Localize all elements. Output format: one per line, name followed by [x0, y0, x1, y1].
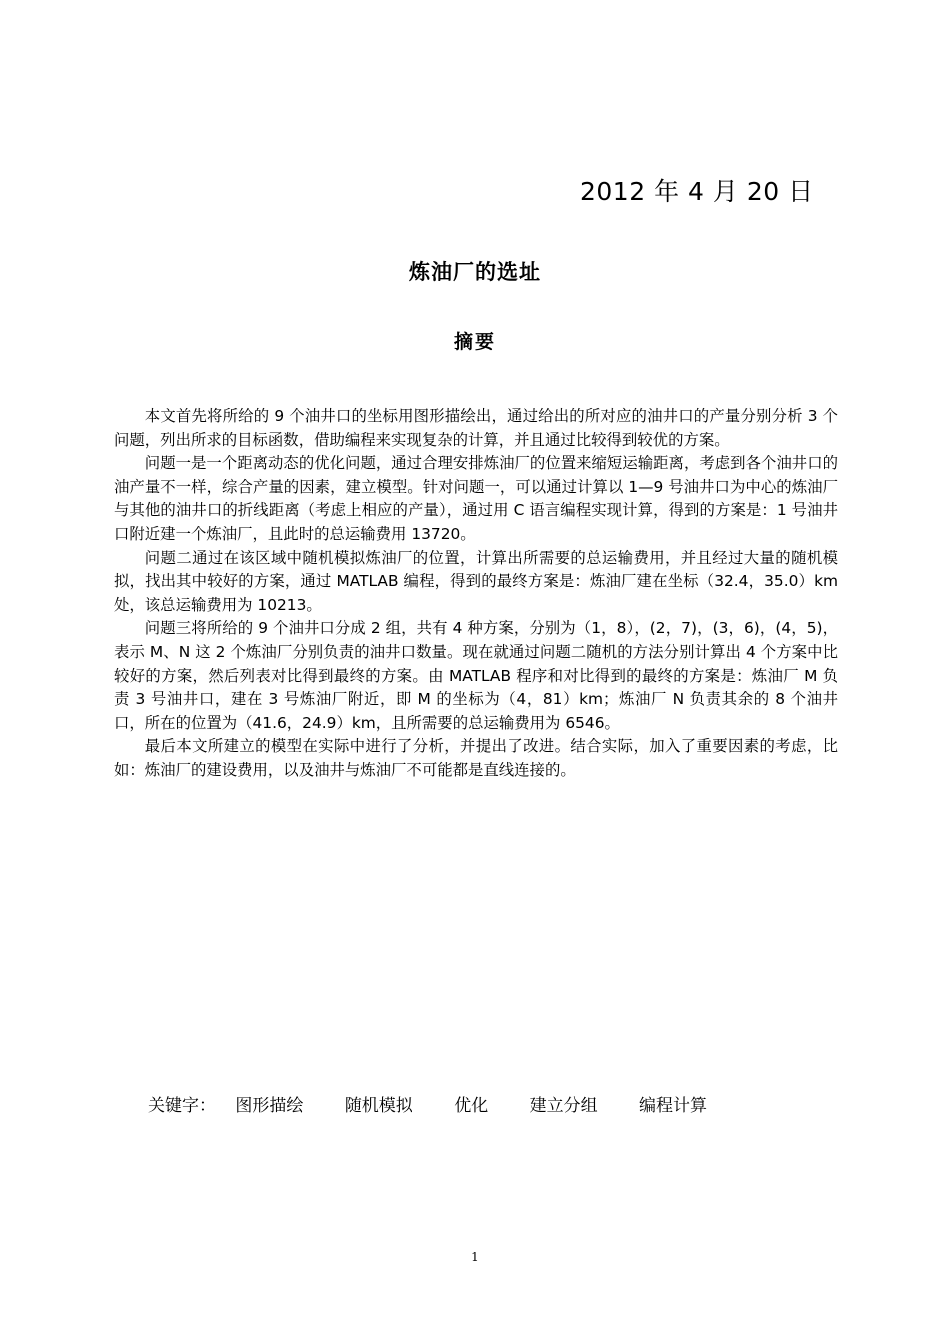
document-date: 2012 年 4 月 20 日: [580, 177, 814, 206]
abstract-paragraph-3: 问题二通过在该区域中随机模拟炼油厂的位置，计算出所需要的总运输费用，并且经过大量的随机模拟，找出其中较好的方案，通过 MATLAB 编程，得到的最终方案是：炼油厂建在坐标（32.4，35.0）km 处，该总运输费用为 10213。: [114, 548, 838, 614]
abstract-body: [114, 405, 838, 783]
abstract-paragraph-2: 问题一是一个距离动态的优化问题，通过合理安排炼油厂的位置来缩短运输距离，考虑到各个油井口的油产量不一样，综合产量的因素，建立模型。针对问题一，可以通过计算以 1—9 号油井口为中心的炼油厂与其他的油井口的折线距离（考虑上相应的产量），通过用 C 语言编程实现计算，得到的方案是：1 号油井口附近建一个炼油厂，且此时的总运输费用 13720。: [114, 454, 838, 543]
paper-title: 炼油厂的选址: [409, 260, 541, 284]
abstract-heading: 摘要: [453, 331, 496, 353]
abstract-paragraph-5: 最后本文所建立的模型在实际中进行了分析，并提出了改进。结合实际，加入了重要因素的考虑，比如：炼油厂的建设费用，以及油井与炼油厂不可能都是直线连接的。: [114, 737, 838, 779]
keywords-line: [148, 1091, 743, 1116]
keywords-label: 关键字：: [148, 1096, 216, 1116]
keyword-item: 优化: [454, 1096, 489, 1116]
keyword-item: 建立分组: [529, 1096, 598, 1116]
keyword-item: 随机模拟: [344, 1096, 413, 1116]
abstract-paragraph-4: 问题三将所给的 9 个油井口分成 2 组，共有 4 种方案，分别为（1，8），(2，7)，(3，6)，(4，5)，表示 M、N 这 2 个炼油厂分别负责的油井口数量。现在就通过问题二随机的方法分别计算出 4 个方案中比较好的方案，然后列表对比得到最终的方案。由 MATLAB 程序和对比得到的最终的方案是：炼油厂 M 负责 3 号油井口，建在 3 号炼油厂附近，即 M 的坐标为（4，81）km；炼油厂 N 负责其余的 8 个油井口，所在的位置为（41.6，24.9）km，且所需要的总运输费用为 6546。: [114, 619, 838, 732]
abstract-paragraph-1: 本文首先将所给的 9 个油井口的坐标用图形描绘出，通过给出的所对应的油井口的产量分别分析 3 个问题，列出所求的目标函数，借助编程来实现复杂的计算，并且通过比较得到较优的方案。: [114, 407, 838, 449]
keyword-item: 编程计算: [639, 1096, 708, 1116]
page-number: 1: [471, 1250, 479, 1264]
keyword-item: 图形描绘: [235, 1096, 304, 1116]
